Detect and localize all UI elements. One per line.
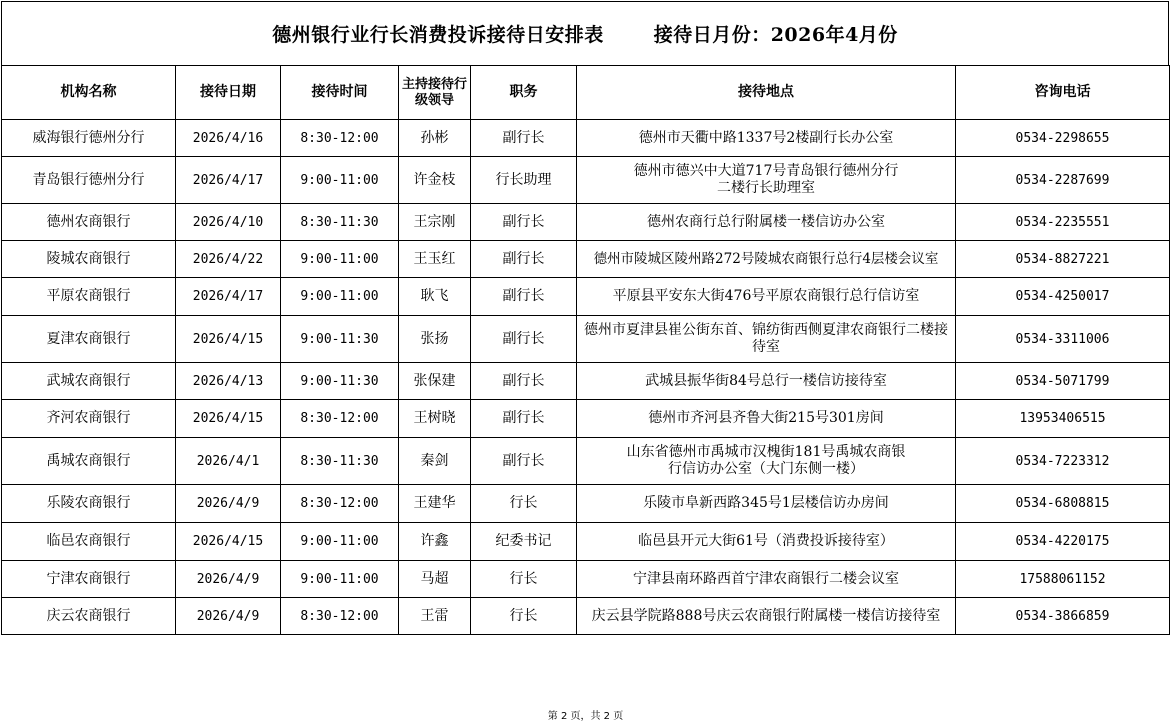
cell-leader: 许金枝	[399, 157, 471, 204]
table-header-row	[2, 66, 1170, 120]
header-time: 接待时间	[281, 66, 399, 120]
cell-org: 陵城农商银行	[2, 241, 176, 278]
cell-date: 2026/4/15	[176, 316, 281, 363]
cell-phone: 0534-6808815	[956, 485, 1170, 523]
cell-leader: 张扬	[399, 316, 471, 363]
cell-phone: 13953406515	[956, 400, 1170, 438]
cell-date: 2026/4/9	[176, 485, 281, 523]
cell-time: 9:00-11:00	[281, 523, 399, 561]
table-row	[2, 400, 1170, 438]
cell-position: 副行长	[471, 120, 577, 157]
cell-org: 临邑农商银行	[2, 523, 176, 561]
cell-leader: 王雷	[399, 598, 471, 635]
cell-leader: 马超	[399, 561, 471, 598]
cell-org: 庆云农商银行	[2, 598, 176, 635]
header-date: 接待日期	[176, 66, 281, 120]
cell-phone: 0534-2235551	[956, 204, 1170, 241]
cell-time: 8:30-12:00	[281, 598, 399, 635]
cell-location: 德州市夏津县崔公街东首、锦纺街西侧夏津农商银行二楼接待室	[577, 316, 956, 363]
cell-phone: 0534-2287699	[956, 157, 1170, 204]
cell-date: 2026/4/17	[176, 157, 281, 204]
cell-time: 8:30-11:30	[281, 438, 399, 485]
cell-time: 9:00-11:30	[281, 316, 399, 363]
cell-date: 2026/4/13	[176, 363, 281, 400]
schedule-sheet	[1, 1, 1169, 635]
table-row	[2, 485, 1170, 523]
cell-org: 禹城农商银行	[2, 438, 176, 485]
cell-position: 行长	[471, 485, 577, 523]
cell-time: 9:00-11:00	[281, 157, 399, 204]
header-phone: 咨询电话	[956, 66, 1170, 120]
cell-date: 2026/4/15	[176, 400, 281, 438]
cell-time: 9:00-11:00	[281, 241, 399, 278]
cell-leader: 王宗刚	[399, 204, 471, 241]
cell-date: 2026/4/22	[176, 241, 281, 278]
cell-position: 行长	[471, 561, 577, 598]
cell-leader: 王玉红	[399, 241, 471, 278]
cell-time: 8:30-11:30	[281, 204, 399, 241]
cell-org: 夏津农商银行	[2, 316, 176, 363]
cell-org: 威海银行德州分行	[2, 120, 176, 157]
cell-location: 乐陵市阜新西路345号1层楼信访办房间	[577, 485, 956, 523]
cell-leader: 孙彬	[399, 120, 471, 157]
table-row	[2, 363, 1170, 400]
cell-location: 临邑县开元大街61号（消费投诉接待室）	[577, 523, 956, 561]
cell-date: 2026/4/15	[176, 523, 281, 561]
cell-date: 2026/4/9	[176, 561, 281, 598]
cell-time: 8:30-12:00	[281, 400, 399, 438]
cell-org: 武城农商银行	[2, 363, 176, 400]
table-row	[2, 204, 1170, 241]
cell-time: 8:30-12:00	[281, 485, 399, 523]
cell-phone: 0534-8827221	[956, 241, 1170, 278]
cell-location: 德州市陵城区陵州路272号陵城农商银行总行4层楼会议室	[577, 241, 956, 278]
header-org: 机构名称	[2, 66, 176, 120]
table-row	[2, 438, 1170, 485]
cell-position: 副行长	[471, 363, 577, 400]
cell-date: 2026/4/17	[176, 278, 281, 316]
header-position: 职务	[471, 66, 577, 120]
cell-position: 行长	[471, 598, 577, 635]
cell-location: 庆云县学院路888号庆云农商银行附属楼一楼信访接待室	[577, 598, 956, 635]
reception-month: 接待日月份：2026年4月份	[653, 24, 898, 46]
table-row	[2, 523, 1170, 561]
cell-location: 德州市德兴中大道717号青岛银行德州分行二楼行长助理室	[577, 157, 956, 204]
cell-position: 纪委书记	[471, 523, 577, 561]
cell-time: 9:00-11:00	[281, 278, 399, 316]
table-row	[2, 157, 1170, 204]
cell-org: 德州农商银行	[2, 204, 176, 241]
cell-location: 德州市齐河县齐鲁大街215号301房间	[577, 400, 956, 438]
cell-org: 齐河农商银行	[2, 400, 176, 438]
cell-position: 副行长	[471, 316, 577, 363]
cell-date: 2026/4/10	[176, 204, 281, 241]
cell-phone: 0534-4220175	[956, 523, 1170, 561]
cell-location: 宁津县南环路西首宁津农商银行二楼会议室	[577, 561, 956, 598]
cell-org: 宁津农商银行	[2, 561, 176, 598]
cell-leader: 王树晓	[399, 400, 471, 438]
header-location: 接待地点	[577, 66, 956, 120]
page-title: 德州银行业行长消费投诉接待日安排表	[272, 24, 604, 46]
page-number: 第 2 页，共 2 页	[547, 711, 624, 722]
cell-location: 德州农商行总行附属楼一楼信访办公室	[577, 204, 956, 241]
cell-location: 武城县振华街84号总行一楼信访接待室	[577, 363, 956, 400]
cell-time: 8:30-12:00	[281, 120, 399, 157]
cell-org: 青岛银行德州分行	[2, 157, 176, 204]
cell-time: 9:00-11:00	[281, 561, 399, 598]
cell-leader: 秦剑	[399, 438, 471, 485]
cell-position: 副行长	[471, 278, 577, 316]
cell-position: 副行长	[471, 438, 577, 485]
cell-phone: 0534-7223312	[956, 438, 1170, 485]
table-row	[2, 120, 1170, 157]
table-row	[2, 278, 1170, 316]
cell-location: 平原县平安东大街476号平原农商银行总行信访室	[577, 278, 956, 316]
cell-position: 行长助理	[471, 157, 577, 204]
cell-position: 副行长	[471, 241, 577, 278]
cell-org: 平原农商银行	[2, 278, 176, 316]
table-row	[2, 598, 1170, 635]
table-row	[2, 241, 1170, 278]
cell-position: 副行长	[471, 204, 577, 241]
header-leader: 主持接待行级领导	[399, 66, 471, 120]
table-row	[2, 561, 1170, 598]
cell-phone: 0534-4250017	[956, 278, 1170, 316]
cell-date: 2026/4/16	[176, 120, 281, 157]
table-row	[2, 316, 1170, 363]
cell-date: 2026/4/9	[176, 598, 281, 635]
cell-phone: 0534-5071799	[956, 363, 1170, 400]
cell-phone: 17588061152	[956, 561, 1170, 598]
cell-leader: 许鑫	[399, 523, 471, 561]
title-row	[1, 1, 1169, 66]
cell-leader: 耿飞	[399, 278, 471, 316]
cell-position: 副行长	[471, 400, 577, 438]
cell-leader: 张保建	[399, 363, 471, 400]
cell-location: 德州市天衢中路1337号2楼副行长办公室	[577, 120, 956, 157]
cell-leader: 王建华	[399, 485, 471, 523]
cell-phone: 0534-3311006	[956, 316, 1170, 363]
cell-time: 9:00-11:30	[281, 363, 399, 400]
cell-date: 2026/4/1	[176, 438, 281, 485]
reception-schedule-table	[1, 65, 1170, 635]
cell-phone: 0534-2298655	[956, 120, 1170, 157]
cell-org: 乐陵农商银行	[2, 485, 176, 523]
cell-phone: 0534-3866859	[956, 598, 1170, 635]
cell-location: 山东省德州市禹城市汉槐街181号禹城农商银行信访办公室（大门东侧一楼）	[577, 438, 956, 485]
